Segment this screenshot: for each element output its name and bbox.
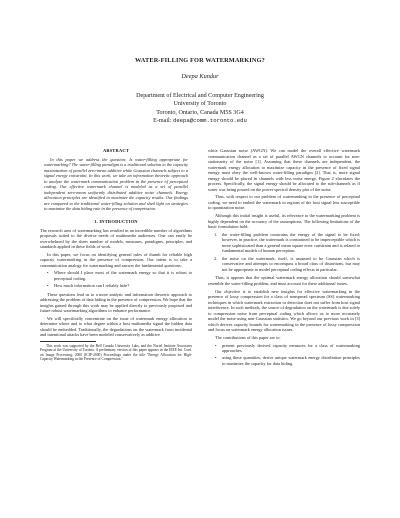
- list-item: [47, 270, 192, 281]
- intro-paragraph: The research area of watermarking has resulted in an incredible number of algorithms proposals suited to the diverse needs of multimedia audiences. One can easily be overwhelmed by the sheer number of models, measures, paradigms, principles, and standards applied in these fields of work.: [40, 227, 192, 250]
- affiliation-address: Toronto, Ontario, Canada M5S 3G4: [156, 109, 244, 116]
- body-paragraph: Thus, with respect to our problem of watermarking in the presence of perceptual coding, we need to embed the watermark in regions of the host signal less susceptible to quantization noise.: [208, 194, 360, 211]
- email-address: deepa@comm.toronto.edu: [172, 116, 247, 124]
- body-paragraph: white Gaussian noise (AWGN). We can model the overall effective watermark communication channel as a set of parallel AWGN channels to account for non-stationarity of the noise [1]. Assuming that these channels are independent, the watermark energy allocation to maximize capacity in the presence of fixed signal energy must obey the well-known water-filling paradigm [2]. That is, more signal energy should be placed in channels with less noise energy. Figure 2 elucidates the process. Specifically, the signal energy should be allocated to the sub-channels as if water was being poured on the power spectral density plot of the noise.: [208, 148, 360, 192]
- affiliation-department: Department of Electrical and Computer Engineering: [136, 93, 264, 99]
- intro-paragraph: We will specifically concentrate on the issue of watermark energy allocation to determine where and to what degree within a host multimedia signal the hidden data should be embedded. Traditionally, the degradations on the watermark from incidental and intentional attacks have been modeled conservatively as additive: [40, 315, 192, 338]
- right-column: [208, 148, 360, 369]
- body-paragraph: The contributions of this paper are to:: [215, 334, 281, 340]
- abstract-heading: ABSTRACT: [102, 148, 130, 153]
- limitations-list: [208, 232, 360, 273]
- footnote-rule: [40, 341, 96, 342]
- body-paragraph: Our objective is to establish new insights for effective watermarking in the presence of lossy compression for a class of nonspread spectrum (SS) watermarking techniques in which watermark extraction or detection does not suffer from host signal interference. In such methods, the source of degradation on the watermark is due solely to compression noise from perceptual coding which allows us to more accurately model the noise using non-Gaussian statistics. We go beyond our previous work in [3] which derives capacity bounds for watermarking in the presence of lossy compression and focus on watermark energy allocation issues.: [208, 288, 360, 333]
- intro-paragraph: These questions lead us to a more analytic and information theoretic approach to addressing the problem of data hiding in the presence of compression. We hope that the insights gained through this work may be applied directly to previously proposed and future robust watermarking algorithms to enhance performance.: [40, 291, 192, 314]
- affiliation-block: [0, 92, 400, 125]
- footnote: This work was supported by the Bell Canada University Labs, and the Nortel Institute Associates Program at the University of Toronto. A preliminary version of this paper appears in the IEEE Int. Conf. on Image Processing, 2000 (ICIP-2000) Proceedings under the title "Energy Allocation for High-Capacity Watermarking in the Presence of Compression.": [40, 343, 192, 362]
- list-item: [215, 355, 360, 366]
- bullet-icon: •: [47, 282, 49, 288]
- introduction-heading: 1. INTRODUCTION: [94, 219, 138, 225]
- list-item-text: using these quantities, derive unique watermark energy distribution principles to maximize the capacity for data hiding.: [222, 355, 360, 366]
- list-item-text: the noise on the watermark, itself, is assumed to be Gaussian which is conservative and attempts to encompass a broad class of distortions, but may not be appropriate to model perceptual coding effects in particular.: [222, 255, 360, 272]
- left-column: [40, 148, 192, 362]
- intro-paragraph: In this paper, we focus on identifying general rules of thumb for reliable high capacity watermarking in the presence of compression. Our intent is to take a communication analogy for watermarking and answer the fundamental questions:: [40, 251, 192, 268]
- paper-title: WATER-FILLING FOR WATERMARKING?: [135, 57, 265, 64]
- body-paragraph: Thus, it appears that the optimal watermark energy allocation should somewhat resemble the water-filling problem, and must account for these additional issues.: [208, 275, 360, 287]
- list-item-text: How much information can I reliably hide?: [54, 282, 130, 288]
- list-item: [214, 231, 360, 254]
- list-number: 2.: [214, 255, 218, 261]
- list-item-text: Where should I place most of the watermark energy so that it is robust to perceptual coding.: [54, 270, 192, 281]
- list-number: 1.: [214, 231, 218, 237]
- affiliation-university: University of Toronto: [173, 101, 227, 108]
- author-name: Deepa Kundur: [181, 73, 219, 80]
- body-paragraph: Although this initial insight is useful, its relevance to the watermarking problem is highly dependent on the accuracy of the assumptions. The following limitations of the basic formulation hold:: [208, 213, 360, 230]
- bullet-icon: •: [215, 355, 217, 361]
- list-item-text: present previously derived capacity measures for a class of watermarking approaches.: [222, 342, 360, 354]
- list-item: [214, 255, 360, 273]
- abstract-body: [40, 157, 192, 212]
- list-item: [215, 342, 360, 354]
- abstract-text: In this paper we address the question: Is water-filling appropriate for watermarking? The water-filling paradigm is a traditional solution to the capacity maximization of parallel zero-mean additive white Gaussian channels subject to a signal energy constraint. In this work, we take an information theoretic approach to analyze the watermark communication problem in the presence of perceptual coding. Our effective watermark channel is modeled as a set of parallel independent zero-mean uniformly distributed additive noise channels. Energy allocation principles are identified to maximize the capacity results. Our findings are compared to the traditional water-filling solution and shed light on strategies to maximize the data hiding rate in the presence of compression.: [44, 156, 188, 212]
- question-list: [40, 270, 192, 288]
- list-item-text: the water-filling problem constrains the energy of the signal to be fixed; however, in practice, the watermark is constrained to be imperceptible which is more sophisticated than a general mean square error constraint and is related to fundamental models of human perception.: [222, 231, 360, 254]
- bullet-icon: •: [47, 270, 49, 276]
- bullet-icon: •: [215, 342, 217, 348]
- contributions-list: [208, 343, 360, 367]
- email-label: E-mail:: [153, 117, 172, 124]
- list-item: [47, 282, 192, 289]
- email-line: [0, 117, 400, 125]
